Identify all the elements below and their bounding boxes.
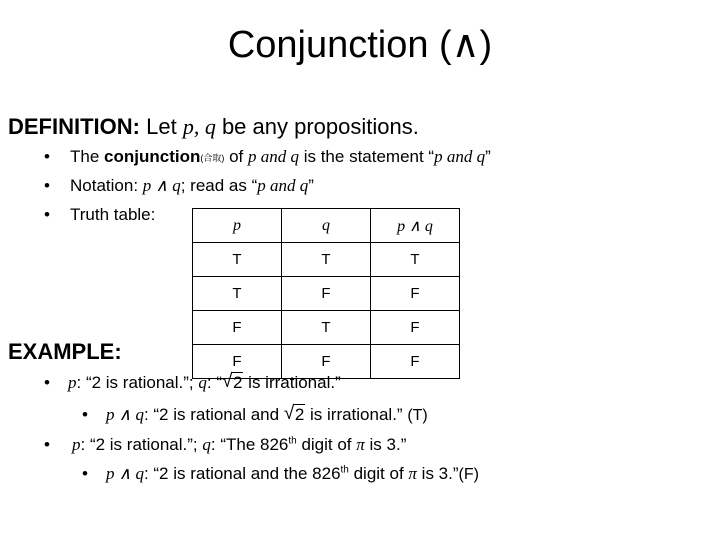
bullet-dot: • bbox=[44, 205, 50, 224]
conjunction-term: conjunction bbox=[104, 147, 201, 166]
text: ” bbox=[485, 147, 491, 166]
sqrt-symbol bbox=[284, 404, 305, 426]
text: of bbox=[224, 147, 248, 166]
text: ; read as “ bbox=[180, 176, 258, 195]
text: is irrational.” bbox=[243, 373, 341, 392]
math-var: p bbox=[72, 435, 81, 454]
math-expr: p and q bbox=[434, 147, 486, 166]
sqrt-arg: 2 bbox=[294, 405, 305, 424]
definition-vars: p, q bbox=[182, 114, 216, 139]
example1-line bbox=[68, 372, 341, 394]
example-label: EXAMPLE: bbox=[8, 339, 122, 364]
example2-line bbox=[72, 434, 406, 456]
text: is irrational.” bbox=[305, 405, 403, 424]
definition-heading bbox=[8, 114, 419, 140]
definition-text-post: be any propositions. bbox=[215, 114, 419, 139]
table-cell: F bbox=[193, 345, 282, 379]
text: ” bbox=[308, 176, 314, 195]
table-cell: T bbox=[193, 243, 282, 277]
example1-conjunction-line bbox=[106, 404, 428, 427]
definition-label: DEFINITION: bbox=[8, 114, 140, 139]
text: : “The 826 bbox=[210, 435, 289, 454]
truth-value-tag: (T) bbox=[407, 407, 428, 424]
header-cell: p bbox=[193, 209, 282, 243]
math-expr: p and q bbox=[247, 147, 299, 166]
example-heading bbox=[8, 339, 122, 365]
bullet-dot: • bbox=[44, 373, 50, 392]
text: digit of bbox=[348, 464, 409, 483]
bullet-dot: • bbox=[82, 405, 88, 424]
notation-line bbox=[70, 175, 314, 197]
pi-symbol: π bbox=[356, 435, 365, 454]
text: Notation: bbox=[70, 176, 143, 195]
math-var: p bbox=[68, 373, 77, 392]
table-cell: T bbox=[193, 277, 282, 311]
superscript: th bbox=[340, 464, 349, 476]
text: : “2 is rational.”; bbox=[80, 435, 203, 454]
text: is 3.” bbox=[416, 464, 459, 483]
truth-table bbox=[192, 208, 460, 379]
example2-conjunction-line bbox=[106, 463, 479, 486]
superscript: th bbox=[288, 435, 297, 447]
math-expr: p ∧ q bbox=[106, 464, 144, 483]
math-expr: p ∧ q bbox=[142, 176, 181, 195]
truth-value-tag: (F) bbox=[458, 466, 479, 483]
chinese-term: (合取) bbox=[200, 153, 225, 163]
table-cell: F bbox=[282, 277, 371, 311]
table-cell: F bbox=[371, 277, 460, 311]
table-cell: F bbox=[371, 345, 460, 379]
table-cell: F bbox=[371, 311, 460, 345]
text: is 3.” bbox=[364, 435, 407, 454]
text: : “2 is rational.”; bbox=[76, 373, 199, 392]
table-row bbox=[193, 243, 460, 277]
slide-title: Conjunction (∧) bbox=[227, 24, 493, 66]
header-cell: q bbox=[282, 209, 371, 243]
table-cell: F bbox=[193, 311, 282, 345]
text: : “ bbox=[206, 373, 222, 392]
table-cell: F bbox=[282, 345, 371, 379]
math-expr: p ∧ q bbox=[106, 405, 144, 424]
conjunction-definition-line bbox=[70, 146, 491, 169]
math-var: q bbox=[202, 435, 211, 454]
table-cell: T bbox=[282, 311, 371, 345]
table-cell: T bbox=[371, 243, 460, 277]
pi-symbol: π bbox=[408, 464, 417, 483]
math-var: q bbox=[198, 373, 207, 392]
text: is the statement “ bbox=[298, 147, 435, 166]
definition-text-pre: Let bbox=[146, 114, 183, 139]
bullet-dot: • bbox=[44, 176, 50, 195]
text: digit of bbox=[296, 435, 357, 454]
text: : “2 is rational and the 826 bbox=[143, 464, 341, 483]
truth-table-label: Truth table: bbox=[70, 205, 156, 224]
table-header-row bbox=[193, 209, 460, 243]
sqrt-arg: 2 bbox=[232, 373, 243, 392]
table-row bbox=[193, 277, 460, 311]
table-cell: T bbox=[282, 243, 371, 277]
text: : “2 is rational and bbox=[143, 405, 284, 424]
table-row bbox=[193, 311, 460, 345]
sqrt-symbol bbox=[222, 372, 243, 394]
bullet-dot: • bbox=[44, 147, 50, 166]
text: The bbox=[70, 147, 105, 166]
header-cell: p ∧ q bbox=[371, 209, 460, 243]
bullet-dot: • bbox=[82, 464, 88, 483]
math-expr: p and q bbox=[257, 176, 309, 195]
bullet-dot: • bbox=[44, 435, 50, 454]
